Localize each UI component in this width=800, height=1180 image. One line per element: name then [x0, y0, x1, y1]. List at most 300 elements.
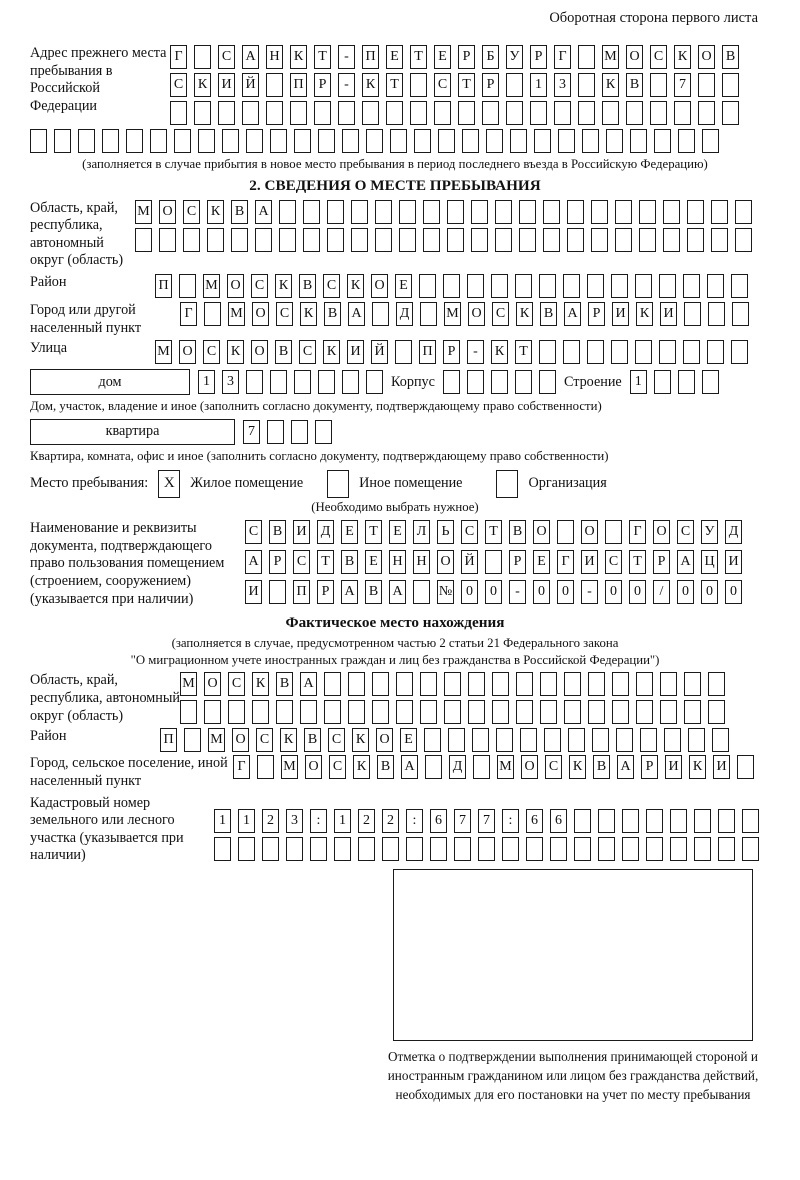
region-label: Область, край, республика, автономный округ (область): [30, 199, 124, 269]
char-box: В: [231, 200, 248, 224]
char-box: 2: [382, 809, 399, 833]
char-box: [587, 340, 604, 364]
prev-address-overflow-row: [30, 129, 760, 153]
char-box: [654, 129, 671, 153]
char-box: [194, 45, 211, 69]
char-box: А: [245, 550, 262, 574]
char-box: [294, 370, 311, 394]
char-box: М: [281, 755, 298, 779]
char-box: [485, 550, 502, 574]
char-box: [635, 274, 652, 298]
char-box: 1: [530, 73, 547, 97]
char-box: О: [305, 755, 322, 779]
char-box: [375, 200, 392, 224]
char-box: [640, 728, 657, 752]
char-box: 0: [533, 580, 550, 604]
char-box: К: [347, 274, 364, 298]
char-box: О: [437, 550, 454, 574]
char-box: [327, 200, 344, 224]
char-box: [324, 672, 341, 696]
char-box: В: [324, 302, 341, 326]
char-box: [473, 755, 490, 779]
char-box: О: [521, 755, 538, 779]
char-box: О: [227, 274, 244, 298]
char-box: :: [406, 809, 423, 833]
char-box: [636, 672, 653, 696]
char-box: И: [347, 340, 364, 364]
char-box: К: [689, 755, 706, 779]
char-box: [159, 228, 176, 252]
char-row: [135, 228, 752, 252]
char-box: К: [323, 340, 340, 364]
char-box: [567, 228, 584, 252]
char-box: [534, 129, 551, 153]
char-box: [366, 370, 383, 394]
char-box: Р: [588, 302, 605, 326]
char-box: И: [612, 302, 629, 326]
char-box: [362, 101, 379, 125]
char-box: [636, 700, 653, 724]
char-box: [737, 755, 754, 779]
char-box: [591, 228, 608, 252]
char-box: Е: [365, 550, 382, 574]
char-box: [179, 274, 196, 298]
char-box: 2: [262, 809, 279, 833]
char-box: [588, 700, 605, 724]
char-box: Е: [386, 45, 403, 69]
street-field: [30, 340, 760, 364]
char-box: Т: [629, 550, 646, 574]
actual-location-title: Фактическое место нахождения: [285, 614, 505, 632]
char-box: [543, 228, 560, 252]
char-box: Л: [413, 520, 430, 544]
char-box: Р: [314, 73, 331, 97]
char-box: [269, 580, 286, 604]
char-box: :: [310, 809, 327, 833]
char-box: [732, 302, 749, 326]
char-box: [702, 129, 719, 153]
char-box: [471, 200, 488, 224]
char-box: В: [509, 520, 526, 544]
char-box: [246, 129, 263, 153]
char-box: [486, 129, 503, 153]
stay-type-label: Место пребывания:: [30, 475, 149, 492]
option-organizatsiya-label: Организация: [528, 475, 607, 492]
fact-city-field: [30, 755, 760, 790]
char-box: [420, 672, 437, 696]
char-box: [598, 809, 615, 833]
char-box: К: [275, 274, 292, 298]
char-box: [170, 101, 187, 125]
char-box: Т: [386, 73, 403, 97]
char-box: М: [208, 728, 225, 752]
char-box: В: [341, 550, 358, 574]
actual-location-note2: "О миграционном учете иностранных граждан и лиц без гражданства в Российской Федерации"): [130, 652, 660, 667]
cadastral-label: Кадастровый номер земельного или лесного участка (указывается при наличии): [30, 794, 184, 864]
char-box: Р: [317, 580, 334, 604]
char-box: 3: [554, 73, 571, 97]
document-rows: [245, 520, 742, 604]
document-label: Наименование и реквизиты документа, подтверждающего право пользования помещением (строением, сооружением) (указывается при наличии): [30, 520, 225, 607]
char-box: [519, 200, 536, 224]
char-box: А: [389, 580, 406, 604]
char-box: -: [467, 340, 484, 364]
char-box: Т: [458, 73, 475, 97]
char-box: [635, 340, 652, 364]
char-box: [712, 728, 729, 752]
char-box: [707, 340, 724, 364]
apartment-row: [30, 419, 760, 445]
char-box: [708, 302, 725, 326]
char-box: [423, 200, 440, 224]
char-box: С: [329, 755, 346, 779]
char-box: Й: [461, 550, 478, 574]
char-box: М: [180, 672, 197, 696]
char-box: [506, 101, 523, 125]
char-box: [591, 200, 608, 224]
char-box: [684, 700, 701, 724]
char-box: [315, 420, 332, 444]
char-box: [266, 73, 283, 97]
char-box: О: [468, 302, 485, 326]
char-box: 3: [222, 370, 239, 394]
char-box: В: [275, 340, 292, 364]
char-box: [539, 370, 556, 394]
char-box: [420, 302, 437, 326]
char-box: [425, 755, 442, 779]
char-box: [684, 302, 701, 326]
fact-district-field: [30, 728, 760, 752]
char-box: О: [251, 340, 268, 364]
korpus-label: Корпус: [391, 374, 435, 391]
char-box: Р: [509, 550, 526, 574]
char-box: С: [605, 550, 622, 574]
char-box: 0: [605, 580, 622, 604]
char-box: [659, 340, 676, 364]
char-box: К: [516, 302, 533, 326]
char-box: [338, 101, 355, 125]
char-row: [155, 274, 748, 298]
char-box: Р: [530, 45, 547, 69]
char-row: [180, 302, 749, 326]
char-box: Ь: [437, 520, 454, 544]
char-box: В: [365, 580, 382, 604]
fact-district-label: Район: [30, 728, 67, 745]
char-box: [348, 672, 365, 696]
char-box: [194, 101, 211, 125]
char-box: [396, 700, 413, 724]
char-box: [342, 129, 359, 153]
char-box: [495, 200, 512, 224]
char-box: 0: [677, 580, 694, 604]
checkbox-zhiloe: X: [158, 470, 180, 498]
char-box: [467, 370, 484, 394]
char-row: [630, 370, 719, 394]
char-box: [375, 228, 392, 252]
char-box: М: [203, 274, 220, 298]
char-box: К: [290, 45, 307, 69]
char-box: [626, 101, 643, 125]
char-box: С: [228, 672, 245, 696]
char-box: К: [227, 340, 244, 364]
char-row: [198, 370, 383, 394]
char-box: [279, 200, 296, 224]
char-row: [245, 580, 742, 604]
stamp-caption: Отметка о подтверждении выполнения принимающей стороной и иностранным гражданином или лицом без гражданства действий, необходимых для его постановки на учет по месту пребывания: [387, 1048, 759, 1103]
char-box: Е: [400, 728, 417, 752]
char-box: [270, 129, 287, 153]
char-box: О: [626, 45, 643, 69]
char-box: [303, 200, 320, 224]
char-box: [444, 672, 461, 696]
char-box: В: [299, 274, 316, 298]
char-box: [530, 101, 547, 125]
char-box: [204, 700, 221, 724]
fact-city-label: Город, сельское поселение, иной населенный пункт: [30, 755, 228, 789]
char-box: И: [245, 580, 262, 604]
char-box: [718, 809, 735, 833]
char-row: [245, 550, 742, 574]
char-box: [684, 672, 701, 696]
char-box: М: [228, 302, 245, 326]
char-box: [722, 73, 739, 97]
char-box: Й: [242, 73, 259, 97]
street-label: Улица: [30, 340, 68, 357]
char-box: В: [626, 73, 643, 97]
char-box: У: [506, 45, 523, 69]
char-box: В: [276, 672, 293, 696]
char-box: [262, 837, 279, 861]
char-row: [135, 200, 752, 224]
char-box: [382, 837, 399, 861]
char-box: [218, 101, 235, 125]
char-box: [742, 837, 759, 861]
char-box: М: [444, 302, 461, 326]
char-box: Н: [266, 45, 283, 69]
char-box: [342, 370, 359, 394]
char-row: [180, 672, 725, 696]
char-box: О: [179, 340, 196, 364]
char-box: [214, 837, 231, 861]
char-box: [670, 809, 687, 833]
char-box: 7: [243, 420, 260, 444]
char-box: [231, 228, 248, 252]
char-box: 0: [557, 580, 574, 604]
char-box: [492, 672, 509, 696]
char-box: Е: [389, 520, 406, 544]
char-box: Е: [395, 274, 412, 298]
char-box: С: [293, 550, 310, 574]
char-box: [126, 129, 143, 153]
char-box: [396, 672, 413, 696]
char-box: [678, 370, 695, 394]
char-box: [663, 200, 680, 224]
char-box: Н: [389, 550, 406, 574]
char-box: [563, 340, 580, 364]
char-box: [447, 228, 464, 252]
char-row: [160, 728, 729, 752]
char-box: И: [293, 520, 310, 544]
char-box: О: [159, 200, 176, 224]
char-box: [519, 228, 536, 252]
char-box: [711, 228, 728, 252]
char-box: [654, 370, 671, 394]
cadastral-field: [30, 795, 760, 865]
char-box: [646, 809, 663, 833]
char-box: [54, 129, 71, 153]
char-box: В: [593, 755, 610, 779]
char-box: [702, 370, 719, 394]
char-box: 1: [214, 809, 231, 833]
char-box: [478, 837, 495, 861]
char-box: К: [194, 73, 211, 97]
char-box: В: [269, 520, 286, 544]
char-box: Р: [269, 550, 286, 574]
char-box: С: [245, 520, 262, 544]
char-box: [443, 274, 460, 298]
char-box: К: [491, 340, 508, 364]
char-box: [711, 200, 728, 224]
cadastral-rows: [214, 809, 759, 861]
char-box: С: [328, 728, 345, 752]
char-box: -: [338, 45, 355, 69]
char-box: А: [300, 672, 317, 696]
char-box: П: [293, 580, 310, 604]
char-box: Д: [396, 302, 413, 326]
char-box: Г: [554, 45, 571, 69]
char-box: Н: [413, 550, 430, 574]
char-box: [646, 837, 663, 861]
char-box: [228, 700, 245, 724]
char-box: П: [419, 340, 436, 364]
char-box: [496, 728, 513, 752]
char-box: [242, 101, 259, 125]
char-row: [170, 101, 739, 125]
char-box: [622, 837, 639, 861]
char-box: [502, 837, 519, 861]
char-box: [300, 700, 317, 724]
char-box: 6: [526, 809, 543, 833]
char-box: С: [251, 274, 268, 298]
char-box: [660, 672, 677, 696]
char-box: [279, 228, 296, 252]
char-box: [334, 837, 351, 861]
char-box: [707, 274, 724, 298]
char-box: [612, 672, 629, 696]
char-box: И: [218, 73, 235, 97]
char-box: [630, 129, 647, 153]
char-box: [447, 200, 464, 224]
char-box: Е: [341, 520, 358, 544]
char-box: [574, 809, 591, 833]
char-box: 0: [725, 580, 742, 604]
char-box: [588, 672, 605, 696]
char-box: [351, 200, 368, 224]
char-box: [660, 700, 677, 724]
city-field: [30, 302, 760, 337]
region-field: [30, 200, 760, 270]
char-box: [183, 228, 200, 252]
char-box: [564, 700, 581, 724]
char-box: [582, 129, 599, 153]
char-box: [516, 700, 533, 724]
char-box: [399, 200, 416, 224]
char-box: [444, 700, 461, 724]
char-box: :: [502, 809, 519, 833]
char-box: №: [437, 580, 454, 604]
char-box: А: [242, 45, 259, 69]
char-box: С: [545, 755, 562, 779]
char-box: [742, 809, 759, 833]
char-box: 1: [198, 370, 215, 394]
char-box: Т: [410, 45, 427, 69]
char-box: [698, 73, 715, 97]
char-box: [612, 700, 629, 724]
char-box: -: [581, 580, 598, 604]
char-box: Й: [371, 340, 388, 364]
char-box: [540, 700, 557, 724]
char-box: [659, 274, 676, 298]
char-box: [731, 340, 748, 364]
char-box: К: [362, 73, 379, 97]
char-box: А: [341, 580, 358, 604]
char-box: И: [581, 550, 598, 574]
char-box: [605, 520, 622, 544]
char-box: [554, 101, 571, 125]
char-box: [506, 73, 523, 97]
char-box: С: [276, 302, 293, 326]
section2-title: 2. СВЕДЕНИЯ О МЕСТЕ ПРЕБЫВАНИЯ: [249, 176, 541, 194]
char-box: М: [155, 340, 172, 364]
char-box: [544, 728, 561, 752]
char-box: Р: [641, 755, 658, 779]
fact-region-label: Область, край, республика, автономный округ (область): [30, 672, 181, 724]
char-box: [372, 672, 389, 696]
char-box: [419, 274, 436, 298]
char-box: Р: [443, 340, 460, 364]
char-box: [622, 809, 639, 833]
char-box: [540, 672, 557, 696]
prev-address-note: (заполняется в случае прибытия в новое место пребывания в период последнего въезда в Российскую Федерацию): [82, 157, 708, 171]
char-box: [438, 129, 455, 153]
document-field: [30, 520, 760, 608]
char-box: [510, 129, 527, 153]
char-box: [180, 700, 197, 724]
house-row: [30, 369, 760, 395]
char-box: [410, 73, 427, 97]
char-box: 1: [630, 370, 647, 394]
char-box: К: [602, 73, 619, 97]
char-box: [650, 73, 667, 97]
char-box: 6: [430, 809, 447, 833]
char-box: [495, 228, 512, 252]
char-box: И: [665, 755, 682, 779]
char-box: [526, 837, 543, 861]
char-box: Т: [515, 340, 532, 364]
char-box: [420, 700, 437, 724]
char-box: -: [338, 73, 355, 97]
district-field: [30, 274, 760, 298]
char-box: [204, 302, 221, 326]
char-box: А: [617, 755, 634, 779]
char-box: [515, 274, 532, 298]
char-box: А: [677, 550, 694, 574]
char-box: [558, 129, 575, 153]
char-box: [578, 73, 595, 97]
char-box: И: [725, 550, 742, 574]
char-box: [423, 228, 440, 252]
char-box: О: [653, 520, 670, 544]
